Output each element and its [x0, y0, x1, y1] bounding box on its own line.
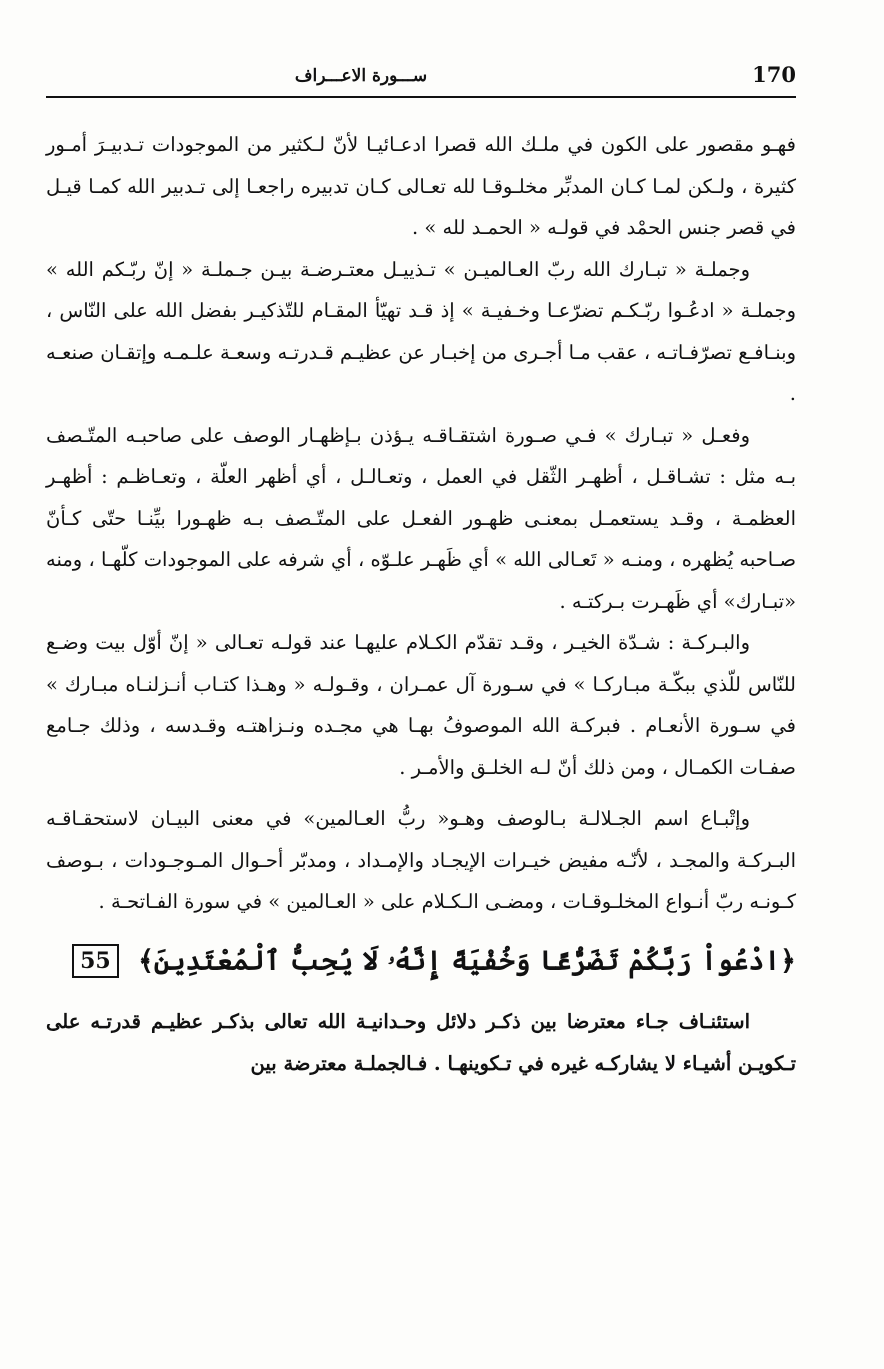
paragraph: فهـو مقصور على الكون في ملـك الله قصرا ادعـائيـا لأنّ لـكثير من الموجودات تـدبيـرَ أمـور كثيرة ، ولـكن لمـا كـان المدبِّر مخلـوقـا لله تعـالى كـان تدبيره راجعـا إلى تـدبير الله كمـا قيـل في قصر جنس الحمْد في قولـه « الحمـد لله » . [46, 133, 796, 239]
verse-number: 55 [72, 944, 119, 978]
quran-verse [46, 931, 796, 992]
paragraph: وإتْبـاع اسم الجـلالـة بـالوصف وهـو« ربُّ العـالمين» في معنى البيـان لاستحقـاقـه البـركـة والمجـد ، لأنّـه مفيض خيـرات الإيجـاد والإمـداد ، ومدبّر أحـوال المـوجـودات ، بـوصف كـونـه ربّ أنـواع المخلـوقـات ، ومضـى الـكـلام على « العـالمين » في سورة الفـاتحـة . [46, 807, 797, 913]
page-body [46, 124, 796, 1084]
page-number: 170 [752, 62, 796, 87]
paragraph: وفعـل « تبـارك » فـي صـورة اشتقـاقـه يـؤذن بـإظهـار الوصف على صاحبـه المتّـصف بـه مثل : تشـاقـل ، أظهـر الثّقل في العمل ، وتعـالـل ، أي أظهر العلّة ، وتعـاظـم : أظهـر العظمـة ، وقـد يستعمـل بمعنـى ظهـور الفعـل على المتّـصف بـه ظهـورا بيِّنـا حتّى كـأنّ صـاحبه يُظهره ، ومنـه « تَعـالى الله » أي ظَهـر علـوّه ، أي شرفه على الموجودات كلّهـا ، ومنه «تبـارك» أي ظَهـرت بـركتـه . [46, 423, 796, 613]
paragraph: وجملـة « تبـارك الله ربّ العـالميـن » تـذييـل معتـرضـة بيـن جـملـة « إنّ ربّـكم الله » وجملـة « ادعُـوا ربّـكـم تضرّعـا وخـفيـة » إذ قـد تهيّأ المقـام للتّذكيـر بفضل الله على النّاس ، وبنـافـع تصرّفـاتـه ، عقب مـا أجـرى من إخبـار عن عظيـم قـدرتـه وسعـة علـمـه وإتقـان صنعـه . [46, 257, 796, 405]
verse-text: ﴿ادْعُواْ رَبَّكُمْ تَضَرُّعًا وَخُفْيَةً إِنَّهُۥ لَا يُحِبُّ ٱلْمُعْتَدِينَ﴾ [138, 945, 796, 976]
paragraph: استئنـاف جـاء معترضا بين ذكـر دلائل وحـدانيـة الله تعالى بذكـر عظيـم قدرتـه على تـكويـن أشيـاء لا يشاركـه غيره في تـكوينهـا . فـالجملـة معترضة بين [46, 1010, 796, 1075]
page-header [46, 58, 796, 98]
paragraph: والبـركـة : شـدّة الخيـر ، وقـد تقدّم الكـلام عليهـا عند قولـه تعـالى « إنّ أوّل بيت وضـع للنّاس للّذي ببكّـة مبـاركـا » في سـورة آل عمـران ، وقـولـه « وهـذا كتـاب أنـزلنـاه مبـارك » في سـورة الأنعـام . فبركـة الله الموصوفُ بهـا هي مجـده ونـزاهتـه وقـدسه ، وذلك جـامع صفـات الكمـال ، ومن ذلك أنّ لـه الخلـق والأمـر . [46, 631, 796, 779]
running-title: ســـورة الاعـــراف [294, 66, 428, 86]
paragraph-gap [46, 788, 796, 798]
